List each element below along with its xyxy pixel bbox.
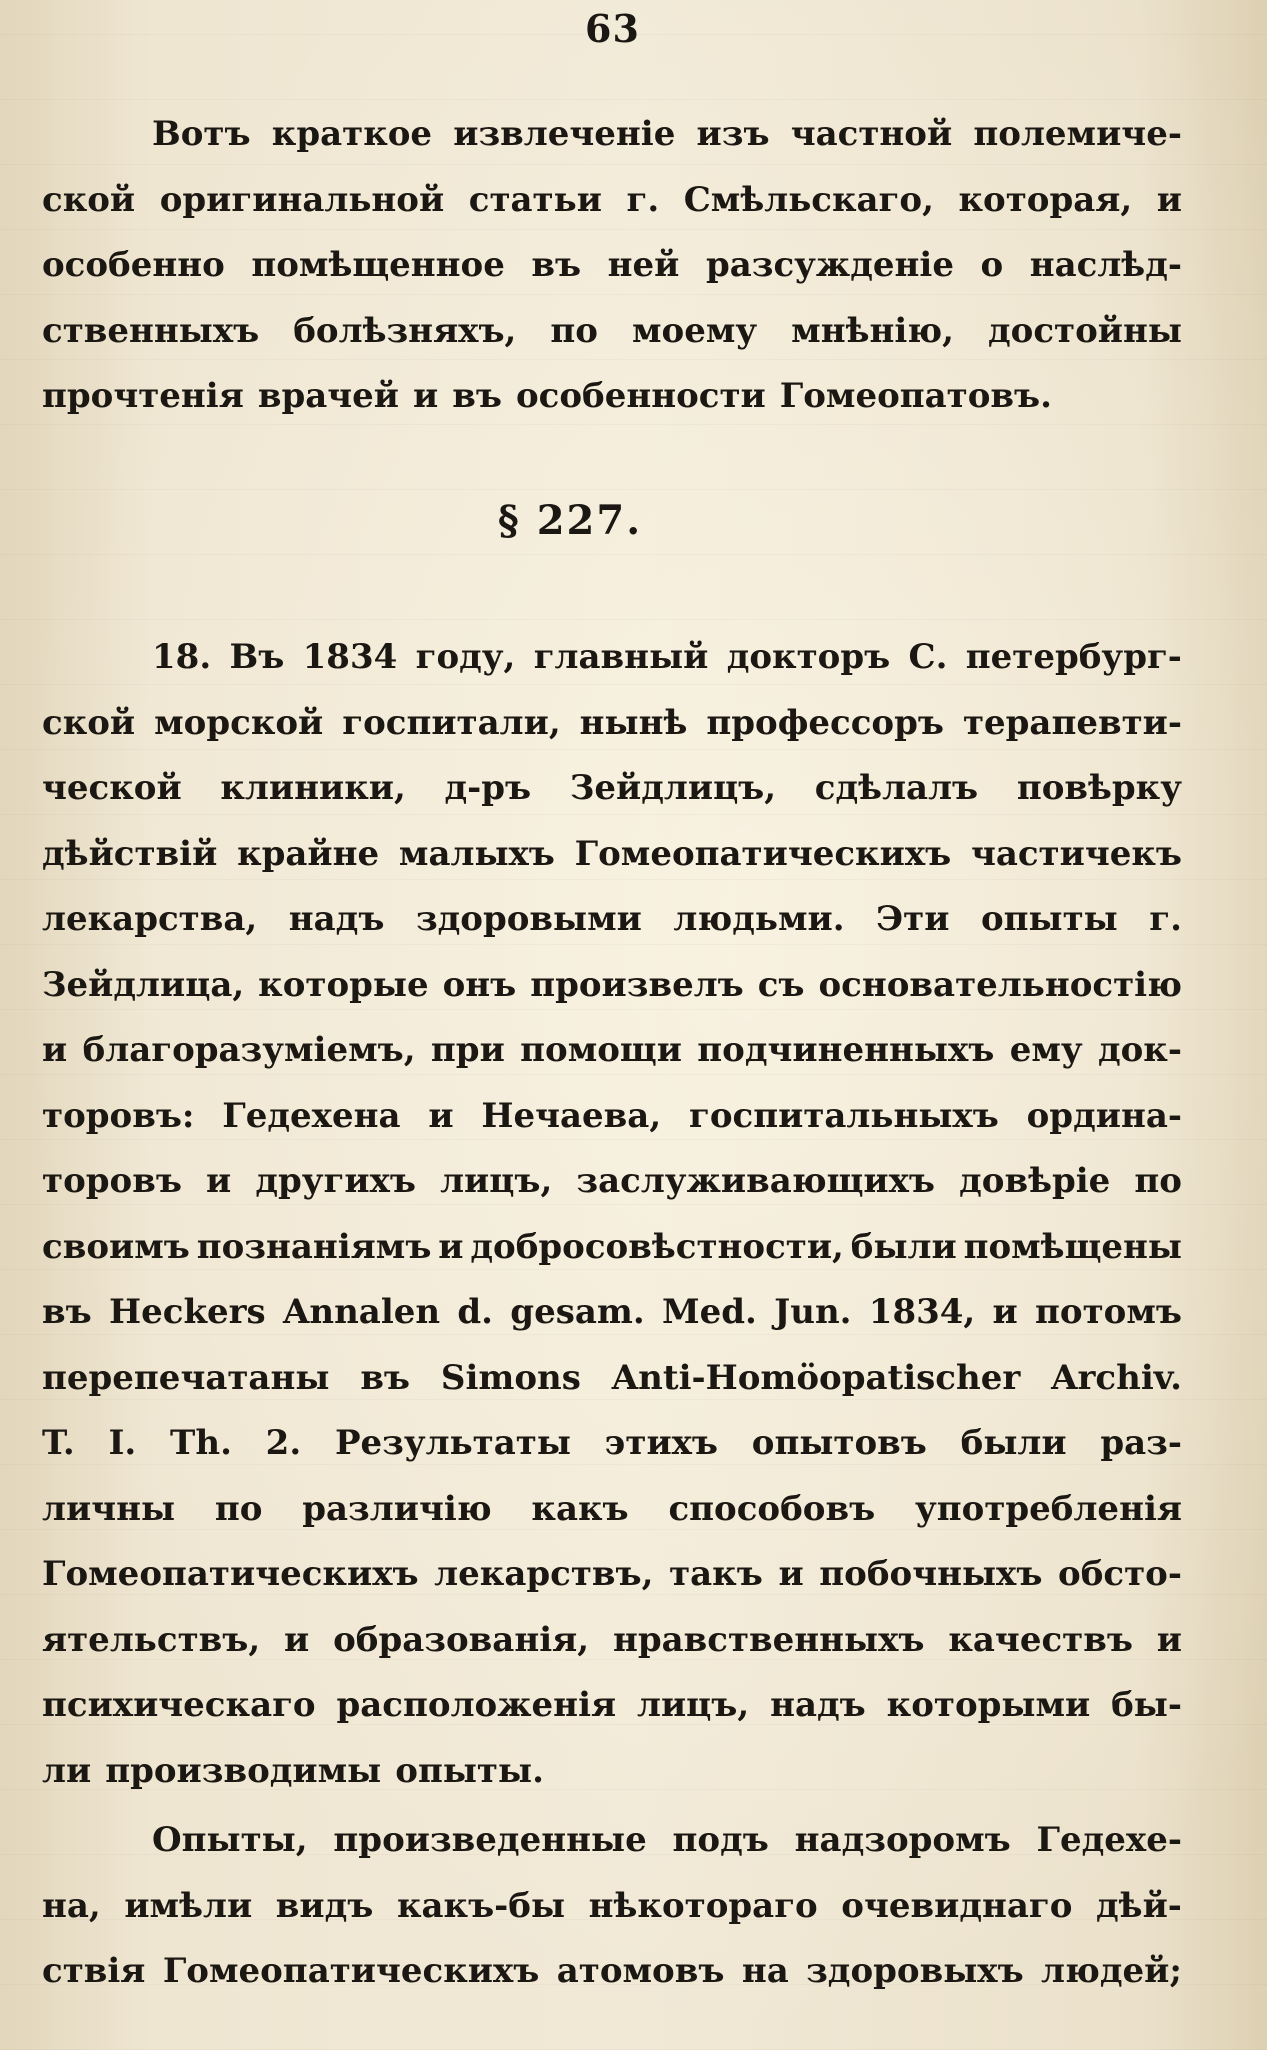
paragraph-1 [42, 102, 1182, 430]
word: въ [42, 1292, 92, 1332]
word: какъ-бы [396, 1885, 566, 1926]
paragraph-3 [42, 1808, 1182, 2005]
word: въ [360, 1357, 411, 1398]
word: которыми [886, 1685, 1091, 1725]
word: врачей [257, 376, 400, 416]
text-line [42, 1411, 1182, 1477]
word: основательностію [818, 964, 1182, 1005]
word: личны [42, 1488, 176, 1529]
word: о [980, 245, 1004, 285]
text-line [42, 1346, 1182, 1412]
word: ческой [42, 768, 182, 808]
word: въ [531, 245, 582, 285]
word: докторъ [726, 637, 891, 677]
word: Смѣльскаго, [683, 179, 934, 220]
word: gesam. [510, 1292, 645, 1332]
word: ли [42, 1750, 92, 1791]
word: Опыты, [152, 1820, 308, 1860]
word: моему [631, 310, 758, 351]
word: здоровыми [415, 899, 642, 939]
word: Гомеопатическихъ [574, 833, 952, 874]
text-line [42, 364, 1182, 430]
word: г. [1149, 899, 1182, 939]
word: на [741, 1951, 789, 1991]
word: оригинальной [159, 179, 445, 220]
word: d. [457, 1292, 494, 1332]
word: Гомеопатическихъ [162, 1951, 540, 1991]
word: по [1134, 1161, 1182, 1201]
word: болѣзняхъ, [293, 310, 517, 351]
text-line [42, 1018, 1182, 1084]
word: были [850, 1226, 957, 1267]
word: Эти [876, 899, 950, 939]
word: и [438, 1226, 464, 1267]
word: Зейдлица, [42, 964, 245, 1005]
word: Heckers [109, 1292, 266, 1332]
word: Гедехена [222, 1095, 401, 1136]
word: опыты [980, 899, 1118, 939]
word: помѣщенное [251, 245, 505, 285]
word: этихъ [604, 1423, 719, 1463]
word: Archiv. [1051, 1357, 1182, 1398]
word: лицъ, [636, 1685, 750, 1725]
text-line [42, 1280, 1182, 1346]
word: производимы [105, 1750, 382, 1791]
word: ордина- [1026, 1095, 1182, 1136]
word: особенности [515, 376, 766, 416]
word: расположенія [336, 1685, 617, 1725]
text-line [42, 1084, 1182, 1150]
word: нравственныхъ [612, 1619, 925, 1660]
text-line [42, 1808, 1182, 1874]
word: морской [154, 702, 324, 743]
word: нѣкотораго [588, 1885, 818, 1926]
word: которая, [958, 179, 1133, 220]
word: бы- [1111, 1685, 1182, 1725]
word: ней [607, 245, 680, 285]
text-line [42, 1542, 1182, 1608]
word: д-ръ [444, 768, 532, 808]
word: ятельствъ, [42, 1619, 261, 1660]
word: имѣли [124, 1885, 253, 1926]
word: и [284, 1619, 310, 1660]
word: ственныхъ [42, 310, 260, 351]
word: здоровыхъ [806, 1951, 1024, 1991]
word: людей; [1041, 1951, 1182, 1991]
word: обсто- [1058, 1554, 1182, 1594]
word: ствія [42, 1951, 146, 1991]
word: и [42, 1030, 68, 1070]
word: году, [415, 637, 516, 677]
word: Вотъ [152, 114, 251, 154]
text-line [42, 822, 1182, 888]
word: Th. [170, 1423, 232, 1463]
word: профессоръ [706, 702, 944, 743]
word: довѣріе [959, 1161, 1111, 1201]
word: психическаго [42, 1685, 316, 1725]
word: въ [452, 376, 502, 416]
word: другихъ [255, 1161, 416, 1201]
word: T. [42, 1423, 75, 1463]
word: краткое [271, 114, 433, 154]
word: сдѣлалъ [814, 768, 979, 808]
word: и [413, 376, 439, 416]
word: качествъ [948, 1619, 1133, 1660]
word: особенно [42, 245, 225, 285]
word: надъ [288, 899, 385, 939]
word: частной [790, 114, 953, 154]
word: и [992, 1292, 1018, 1332]
word: и [1156, 179, 1182, 220]
text-line [42, 887, 1182, 953]
word: 1834, [868, 1292, 976, 1332]
word: какъ [531, 1488, 629, 1529]
word: по [214, 1488, 263, 1529]
word: надзоромъ [794, 1820, 1011, 1860]
word: Зейдлицъ, [569, 768, 777, 808]
word: и [778, 1554, 804, 1594]
word: дѣйствій [42, 833, 218, 874]
word: Med. [661, 1292, 757, 1332]
word: употребленія [914, 1488, 1182, 1529]
text-line [42, 1874, 1182, 1940]
section-heading: § 227. [497, 497, 643, 544]
word: и [1156, 1619, 1182, 1660]
word: торовъ [42, 1161, 182, 1201]
word: перепечатаны [42, 1357, 330, 1398]
text-line [42, 1673, 1182, 1739]
word: потомъ [1035, 1292, 1182, 1332]
word: добросовѣстности, [470, 1226, 844, 1267]
text-line [42, 1149, 1182, 1215]
word: 18. [152, 637, 212, 677]
word: Гомеопатическихъ [42, 1554, 419, 1594]
word: ской [42, 179, 136, 220]
word: образованія, [333, 1619, 590, 1660]
word: клиники, [220, 768, 406, 808]
word: побочныхъ [819, 1554, 1043, 1594]
word: заслуживающихъ [576, 1161, 935, 1201]
word: терапевти- [962, 702, 1182, 743]
word: различію [302, 1488, 492, 1529]
word: петербург- [965, 637, 1182, 677]
text-line [42, 1477, 1182, 1543]
word: малыхъ [398, 833, 555, 874]
word: ской [42, 702, 136, 743]
word: Въ [229, 637, 285, 677]
word: своимъ [42, 1226, 190, 1267]
word: помощи [520, 1030, 682, 1070]
word: Гедехе- [1036, 1820, 1182, 1860]
word: Результаты [334, 1423, 571, 1463]
word: атомовъ [556, 1951, 725, 1991]
word: ему [1009, 1030, 1083, 1070]
word: С. [908, 637, 948, 677]
text-line [42, 1939, 1182, 2005]
word: госпитали, [342, 702, 561, 743]
word: людьми. [673, 899, 845, 939]
word: и [428, 1095, 454, 1136]
word: на, [42, 1885, 101, 1926]
word: главный [533, 637, 709, 677]
text-line [42, 625, 1182, 691]
word: произведенные [333, 1820, 647, 1860]
word: повѣрку [1016, 768, 1182, 808]
word: подъ [672, 1820, 769, 1860]
word: Annalen [282, 1292, 441, 1332]
word: очевиднаго [841, 1885, 1073, 1926]
word: Simons [440, 1357, 581, 1398]
word: раз- [1100, 1423, 1182, 1463]
word: мнѣнію, [791, 310, 954, 351]
word: произвелъ [530, 964, 744, 1005]
word: нынѣ [579, 702, 688, 743]
word: разсужденіе [705, 245, 954, 285]
word: были [960, 1423, 1067, 1463]
word: опытовъ [751, 1423, 927, 1463]
text-line [42, 1215, 1182, 1281]
word: частичекъ [970, 833, 1182, 874]
word: торовъ: [42, 1095, 195, 1136]
word: помѣщены [963, 1226, 1182, 1267]
word: дѣй- [1096, 1885, 1182, 1926]
word: Гомеопатовъ. [779, 376, 1052, 416]
word: статьи [468, 179, 602, 220]
text-line [42, 233, 1182, 299]
word: I. [108, 1423, 137, 1463]
word: Нечаева, [481, 1095, 662, 1136]
word: извлеченіе [453, 114, 676, 154]
word: Jun. [774, 1292, 852, 1332]
word: надъ [770, 1685, 866, 1725]
word: 1834 [302, 637, 398, 677]
word: онъ [442, 964, 517, 1005]
word: достойны [988, 310, 1182, 351]
word: опыты. [395, 1750, 544, 1791]
word: такъ [669, 1554, 763, 1594]
word: подчиненныхъ [697, 1030, 995, 1070]
word: г. [626, 179, 660, 220]
word: по [550, 310, 598, 351]
word: съ [757, 964, 805, 1005]
word: при [430, 1030, 505, 1070]
word: Anti-Homöopatischer [611, 1357, 1021, 1398]
text-line [42, 756, 1182, 822]
word: наслѣд- [1029, 245, 1182, 285]
text-line [42, 1739, 1182, 1805]
text-line [42, 1608, 1182, 1674]
page-number: 63 [585, 6, 640, 51]
word: полемиче- [973, 114, 1182, 154]
word: док- [1097, 1030, 1182, 1070]
word: крайне [237, 833, 380, 874]
word: лицъ, [440, 1161, 553, 1201]
text-line [42, 953, 1182, 1019]
text-line [42, 102, 1182, 168]
word: 2. [265, 1423, 302, 1463]
word: познаніямъ [196, 1226, 432, 1267]
word: благоразуміемъ, [82, 1030, 416, 1070]
paragraph-2 [42, 625, 1182, 1804]
word: госпитальныхъ [689, 1095, 999, 1136]
word: которые [258, 964, 429, 1005]
word: прочтенія [42, 376, 244, 416]
word: способовъ [668, 1488, 876, 1529]
text-line [42, 168, 1182, 234]
word: лекарствъ, [434, 1554, 654, 1594]
word: видъ [275, 1885, 374, 1926]
word: изъ [696, 114, 770, 154]
word: лекарства, [42, 899, 258, 939]
word: и [206, 1161, 232, 1201]
text-line [42, 299, 1182, 365]
text-line [42, 691, 1182, 757]
